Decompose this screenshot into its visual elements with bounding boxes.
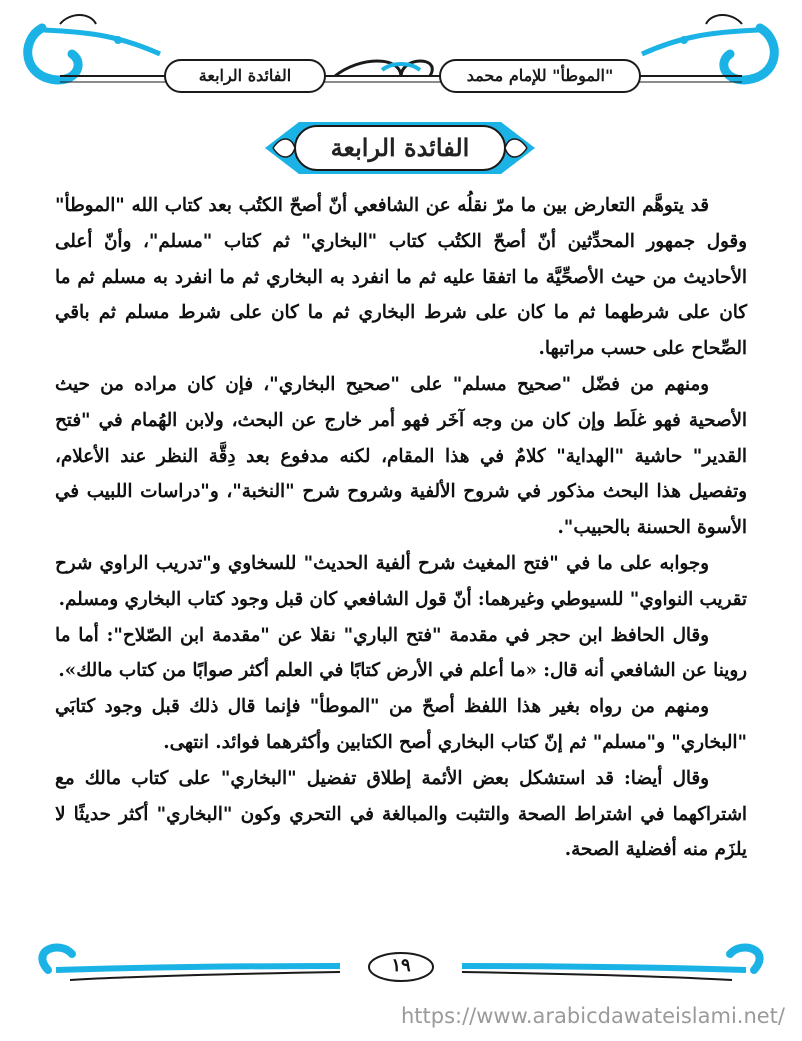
header-section-label: الفائدة الرابعة [198,66,292,85]
footer-right-flourish-icon [462,947,760,980]
watermark-url: https://www.arabicdawateislami.net/ [400,1004,785,1028]
section-title: الفائدة الرابعة [330,133,470,162]
paragraph-2: ومنهم من فضّل "صحيح مسلم" على "صحيح البخاري"، فإن كان مراده من حيث الأصحية فهو غلَط وإن كان من وجه آخَر فهو أمر خارج عن البحث، ولابن الهُمام في "فتح القدير" حاشية "الهداية" كلامٌ في هذا المقام، لكنه مدفوع بعد دِقَّة النظر عند الأعلام، وتفصيل هذا البحث مذكور في شروح الألفية وشروح شرح "النخبة"، و"دراسات اللبيب في الأسوة الحسنة بالحبيب". [55,373,747,539]
header-book-title: "الموطأ" للإمام محمد [466,66,614,85]
page-number: ١٩ [391,955,411,976]
body-text [55,188,747,868]
paragraph-1: قد يتوهَّم التعارض بين ما مرّ نقلُه عن الشافعي أنّ أصحّ الكتُب بعد كتاب الله "الموطأ" وقول جمهور المحدِّثين أنّ أصحّ الكتُب كتاب "البخاري" ثم كتاب "مسلم"، وأنّ أعلى الأحاديث من حيث الأصحِّيَّة ما اتفقا عليه ثم ما انفرد به البخاري ثم ما انفرد به مسلم ثم ما كان على شرطهما ثم ما كان على شرط البخاري ثم ما كان على شرط مسلم ثم باقي الصِّحاح على حسب مراتبها. [55,195,747,360]
paragraph-3: وجوابه على ما في "فتح المغيث شرح ألفية الحديث" للسخاوي و"تدريب الراوي شرح تقريب النواوي" للسيوطي وغيرهما: أنّ قول الشافعي كان قبل وجود كتاب البخاري ومسلم. [55,552,747,610]
paragraph-6: وقال أيضا: قد استشكل بعض الأئمة إطلاق تفضيل "البخاري" على كتاب مالك مع اشتراكهما في اشتراط الصحة والتثبت والمبالغة في التحري وكون "البخاري" أكثر حديثًا لا يلزَم منه أفضلية الصحة. [55,767,747,861]
right-corner-flourish-icon [642,15,774,80]
header-ornament [0,0,802,105]
footer-left-flourish-icon [42,947,340,980]
paragraph-5: ومنهم من رواه بغير هذا اللفظ أصحّ من "الموطأ" فإنما قال ذلك قبل وجود كتابَي "البخاري" و"مسلم" ثم إنّ كتاب البخاري أصح الكتابين وأكثرهما فوائد. انتهى. [55,696,747,753]
left-corner-flourish-icon [28,15,160,80]
paragraph-4: وقال الحافظ ابن حجر في مقدمة "فتح الباري" نقلا عن "مقدمة ابن الصّلاح": أما ما روينا عن الشافعي أنه قال: «ما أعلم في الأرض كتابًا في العلم أكثر صوابًا من كتاب مالك». [55,624,747,682]
